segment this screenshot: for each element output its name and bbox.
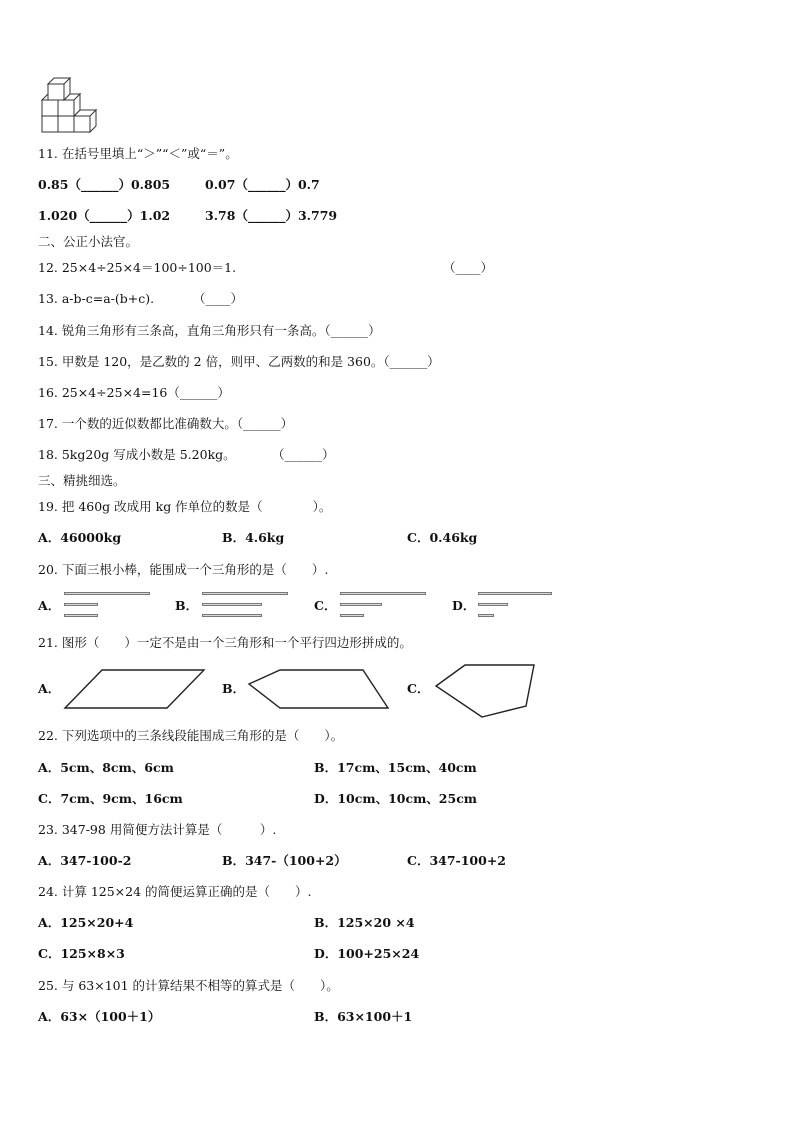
section-3-title: 三、精挑细选。: [38, 473, 126, 488]
q25-option-b: B．63×100＋1: [314, 1009, 413, 1024]
q20-text: 20. 下面三根小棒，能围成一个三角形的是（ ）.: [38, 562, 329, 577]
q22-option-c: C．7cm、9cm、16cm: [38, 791, 183, 806]
q15-text: 15. 甲数是 120，是乙数的 2 倍，则甲、乙两数的和是 360。（______）: [38, 354, 440, 369]
q24-option-d: D．100+25×24: [314, 946, 420, 961]
q24-text: 24. 计算 125×24 的简便运算正确的是（ ）.: [38, 884, 312, 899]
q19-option-b: B．4.6kg: [222, 530, 285, 545]
q20-option-b: B．: [175, 598, 199, 613]
q21-option-b: B．: [222, 681, 246, 696]
q14-text: 14. 锐角三角形有三条高，直角三角形只有一条高。（______）: [38, 323, 381, 338]
q24-option-b: B．125×20 ×4: [314, 915, 415, 930]
q12-text: 12. 25×4÷25×4＝100÷100＝1.: [38, 260, 237, 275]
q25-option-a: A．63×（100＋1）: [38, 1009, 161, 1024]
q12-blank: （____）: [443, 260, 494, 275]
q21-text: 21. 图形（ ）一定不是由一个三角形和一个平行四边形拼成的。: [38, 635, 412, 650]
q11-item-3: 1.020（______）1.02: [38, 208, 171, 223]
q23-option-a: A．347-100-2: [38, 853, 132, 868]
q22-option-b: B．17cm、15cm、40cm: [314, 760, 477, 775]
q22-text: 22. 下列选项中的三条线段能围成三角形的是（ ）。: [38, 728, 344, 743]
q13-blank: （____）: [193, 291, 244, 306]
q19-text: 19. 把 460g 改成用 kg 作单位的数是（ ）。: [38, 499, 332, 514]
q11-prompt: 11. 在括号里填上“＞”“＜”或“＝”。: [38, 146, 238, 161]
q13-text: 13. a-b-c=a-(b+c).: [38, 291, 155, 306]
q17-text: 17. 一个数的近似数都比准确数大。（______）: [38, 416, 294, 431]
q18-text: 18. 5kg20g 写成小数是 5.20kg。: [38, 447, 236, 462]
section-2-title: 二、公正小法官。: [38, 234, 139, 249]
q23-text: 23. 347-98 用简便方法计算是（ ）.: [38, 822, 277, 837]
q21-option-a: A．: [38, 681, 61, 696]
q18-blank: （______）: [272, 447, 335, 462]
q23-option-c: C．347-100+2: [407, 853, 506, 868]
q20-option-d: D．: [452, 598, 476, 613]
q20-option-c: C．: [314, 598, 337, 613]
q19-option-c: C．0.46kg: [407, 530, 478, 545]
q24-option-a: A．125×20+4: [38, 915, 134, 930]
q21-shape-c: [433, 662, 538, 720]
q19-option-a: A．46000kg: [38, 530, 122, 545]
q21-shape-b: [246, 668, 391, 710]
cube-stack-icon: [40, 78, 110, 136]
q21-shape-a: [62, 668, 207, 710]
q22-option-d: D．10cm、10cm、25cm: [314, 791, 478, 806]
q25-text: 25. 与 63×101 的计算结果不相等的算式是（ ）。: [38, 978, 339, 993]
q20-option-a: A．: [38, 598, 61, 613]
q22-option-a: A．5cm、8cm、6cm: [38, 760, 174, 775]
q16-text: 16. 25×4÷25×4=16（______）: [38, 385, 230, 400]
q24-option-c: C．125×8×3: [38, 946, 125, 961]
q23-option-b: B．347-（100+2）: [222, 853, 347, 868]
q11-item-4: 3.78（______）3.779: [205, 208, 338, 223]
q11-item-2: 0.07（______）0.7: [205, 177, 320, 192]
q21-option-c: C．: [407, 681, 430, 696]
q11-item-1: 0.85（______）0.805: [38, 177, 171, 192]
